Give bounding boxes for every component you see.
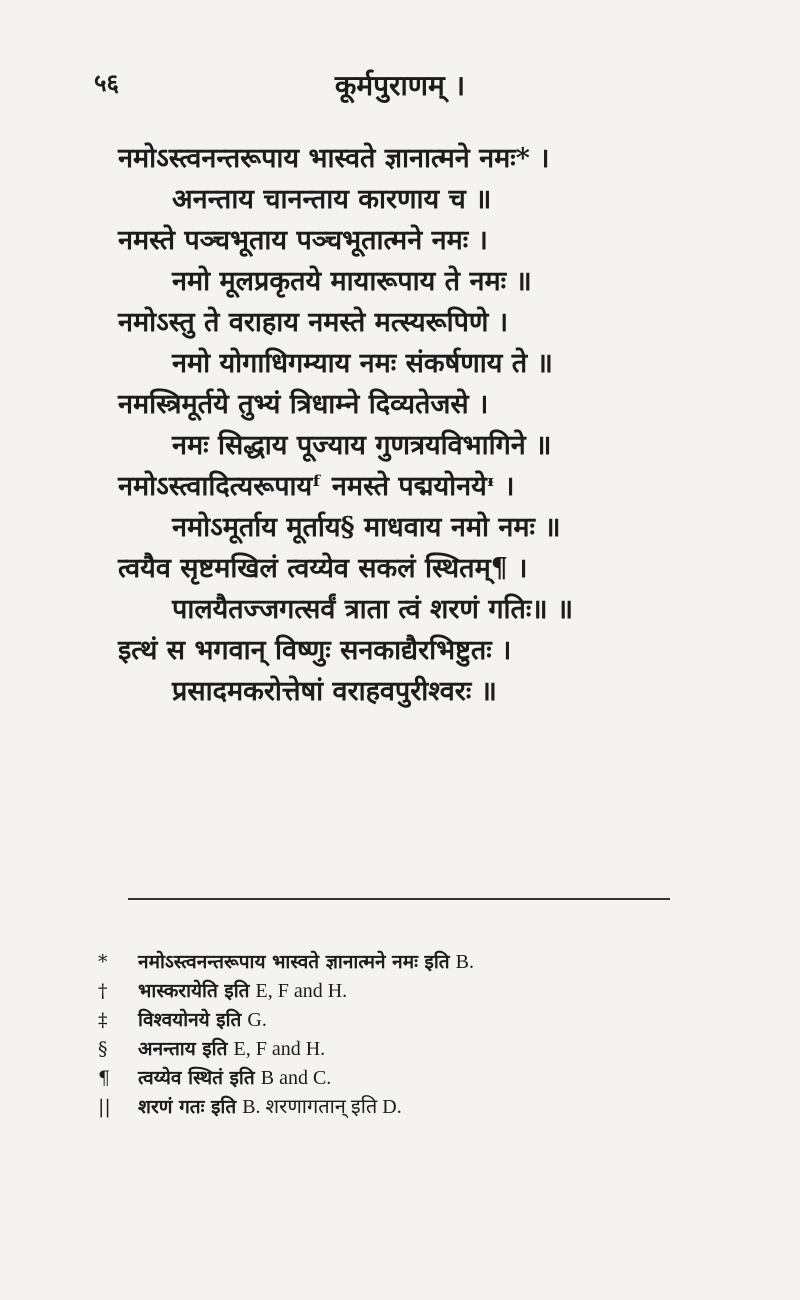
footnote-reading: विश्वयोनये इति	[138, 1009, 242, 1031]
verse-line: पालयैतज्जगत्सर्वं त्राता त्वं शरणं गतिः॥ ॥	[172, 594, 574, 625]
footnote-mark: ¶	[98, 1067, 111, 1089]
footnote	[98, 1093, 738, 1122]
footnote-divider	[128, 898, 670, 900]
footnote-mark: ‡	[98, 1009, 108, 1031]
footnote	[98, 1035, 738, 1064]
verse-line: प्रसादमकरोत्तेषां वराहवपुरीश्वरः ॥	[172, 676, 497, 707]
footnote-mark: *	[98, 951, 108, 973]
verse-line: इत्थं स भगवान् विष्णुः सनकाद्यैरभिष्टुतः ।	[118, 635, 512, 666]
verse-line: नमः सिद्धाय पूज्याय गुणत्रयविभागिने ॥	[172, 430, 552, 461]
footnote-source: B.	[455, 951, 475, 973]
footnote-mark: †	[98, 980, 108, 1002]
footnote-mark: §	[98, 1038, 108, 1060]
footnote-source: B. शरणागतान् इति D.	[242, 1096, 402, 1118]
footnote	[98, 977, 738, 1006]
footnote	[98, 1006, 738, 1035]
footnote-source: B and C.	[260, 1067, 332, 1089]
verse-line: नमोऽस्त्वनन्तरूपाय भास्वते ज्ञानात्मने नमः* ।	[118, 143, 550, 174]
running-title: कूर्मपुराणम् ।	[334, 69, 466, 102]
footnote-mark: ||	[98, 1096, 111, 1118]
footnotes	[98, 948, 738, 1122]
footnote-source: E, F and H.	[255, 980, 348, 1002]
verse-block	[0, 138, 800, 712]
footnote	[98, 1064, 738, 1093]
verse-line: नमो मूलप्रकृतये मायारूपाय ते नमः ॥	[172, 266, 532, 297]
footnote-reading: भास्करायेति इति	[138, 980, 250, 1002]
verse-line: अनन्ताय चानन्ताय कारणाय च ॥	[172, 184, 492, 215]
verse-line: नमोऽस्तु ते वराहाय नमस्ते मत्स्यरूपिणे ।	[118, 307, 509, 338]
page-header	[0, 66, 800, 106]
footnote-reading: त्वय्येव स्थितं इति	[138, 1067, 255, 1089]
footnote-source: E, F and H.	[233, 1038, 326, 1060]
footnote-source: G.	[247, 1009, 267, 1031]
verse-line: नमस्त्रिमूर्तये तुभ्यं त्रिधाम्ने दिव्यतेजसे ।	[118, 389, 489, 420]
footnote-reading: नमोऽस्त्वनन्तरूपाय भास्वते ज्ञानात्मने नमः इति	[138, 951, 450, 973]
verse-line: नमो योगाधिगम्याय नमः संकर्षणाय ते ॥	[172, 348, 553, 379]
verse-line: त्वयैव सृष्टमखिलं त्वय्येव सकलं स्थितम्¶ ।	[118, 553, 528, 584]
verse-line: नमोऽमूर्ताय मूर्ताय§ माधवाय नमो नमः ॥	[172, 512, 561, 543]
page-number: ५६	[94, 68, 119, 97]
verse-line: नमोऽस्त्वादित्यरूपायᶠ नमस्ते पद्मयोनयेᶧ ।	[118, 471, 515, 502]
footnote-reading: अनन्ताय इति	[138, 1038, 228, 1060]
verse-line: नमस्ते पञ्चभूताय पञ्चभूतात्मने नमः ।	[118, 225, 488, 256]
footnote-reading: शरणं गतः इति	[138, 1096, 237, 1118]
footnote	[98, 948, 738, 977]
